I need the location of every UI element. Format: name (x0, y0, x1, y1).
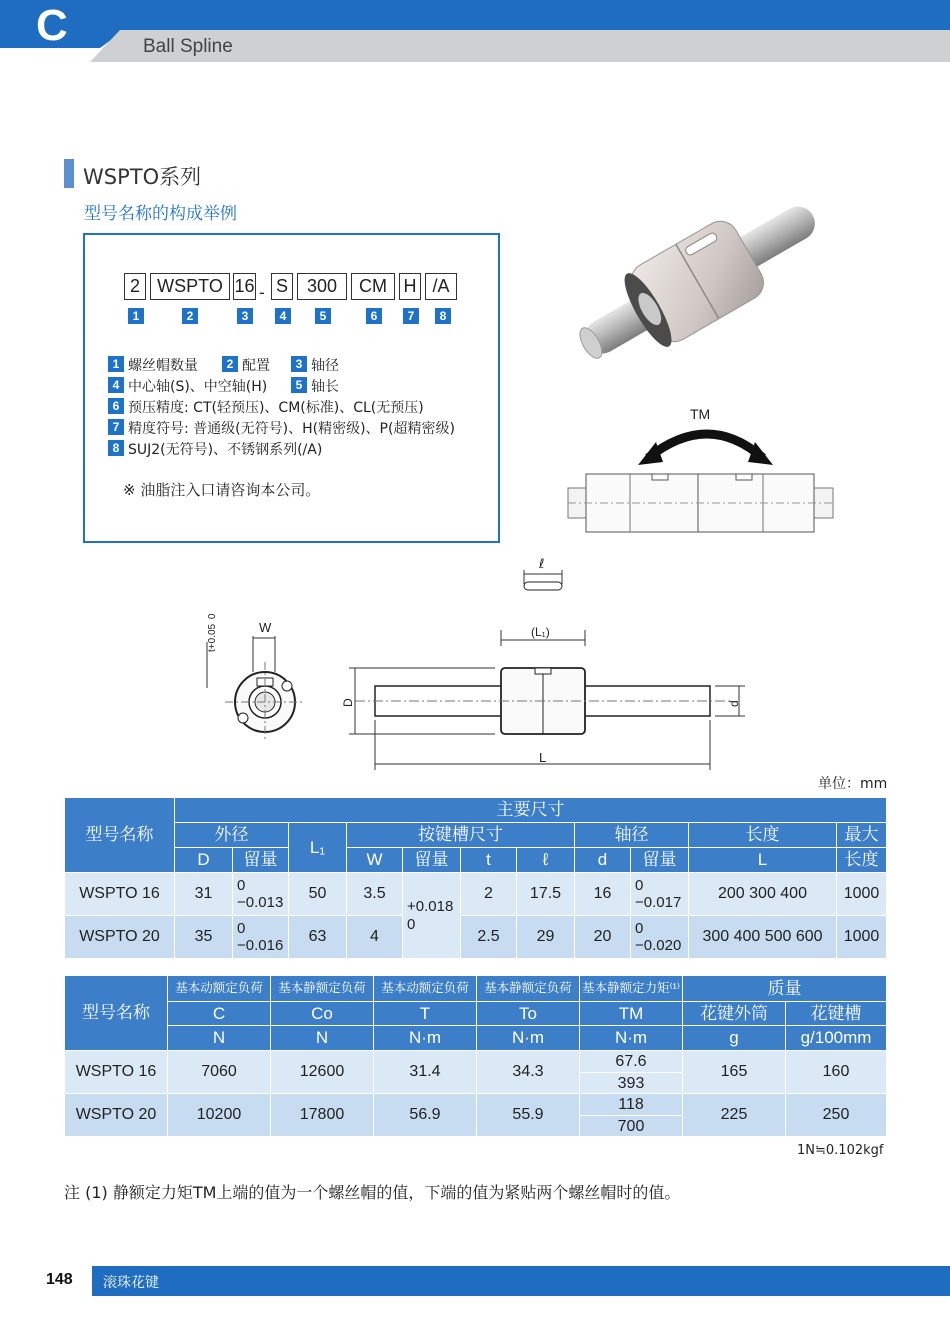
th-length: 长度 (689, 823, 837, 848)
cell-D-tol (233, 916, 289, 959)
load-rating-table (64, 975, 887, 1137)
th-length-L: L (689, 848, 837, 873)
chapter-letter: C (36, 1, 68, 50)
legend-badge-5: 5 (291, 377, 307, 393)
code-5: 300 (297, 273, 347, 300)
th-static-torque: 基本静额定负荷 (477, 976, 580, 1002)
cell-W-tol-up: +0.018 (407, 898, 454, 916)
th-nut-mass-unit: g (683, 1026, 786, 1051)
legend-1: 螺丝帽数量 (128, 358, 198, 374)
th-W: W (347, 848, 403, 873)
header-bar (0, 0, 950, 30)
l-label: L (539, 750, 547, 765)
table-row (65, 1094, 887, 1137)
cell-d-tol (631, 916, 689, 959)
th-C: C (168, 1002, 271, 1026)
th-static-load: 基本静额定负荷 (271, 976, 374, 1002)
unit-label: 单位：mm (818, 776, 888, 792)
cell-model: WSPTO 16 (65, 1051, 168, 1094)
legend-2: 配置 (242, 358, 270, 374)
th-l1: L₁ (289, 823, 347, 873)
th-shaft-mass: 花键槽 (786, 1002, 887, 1026)
cell-d-tol (631, 873, 689, 916)
th-keyway: 按键槽尺寸 (347, 823, 575, 848)
table-row (65, 1051, 887, 1094)
th-shaft-dia: 轴径 (575, 823, 689, 848)
th-TM: TM (580, 1002, 683, 1026)
cell-TM (580, 1094, 683, 1137)
th-dyn-load: 基本动额定负荷 (168, 976, 271, 1002)
d-small-label: d (727, 700, 741, 707)
torque-label: TM (690, 406, 711, 422)
cell-nut-mass: 225 (683, 1094, 786, 1137)
section-marker (64, 159, 74, 188)
badge-7: 7 (403, 308, 419, 324)
code-1: 2 (124, 273, 146, 300)
th-t: t (461, 848, 517, 873)
cell-W-tol-lo: 0 (407, 915, 416, 933)
cell-C: 10200 (168, 1094, 271, 1137)
cell-length: 300 400 500 600 (689, 916, 837, 959)
legend-5: 轴长 (311, 379, 339, 395)
cell-maxlen: 1000 (837, 916, 887, 959)
cell-d-tol-up: 0 (635, 919, 644, 937)
cell-model: WSPTO 20 (65, 916, 175, 959)
legend-badge-6: 6 (108, 398, 124, 414)
cell-t: 2.5 (461, 916, 517, 959)
th-C-unit: N (168, 1026, 271, 1051)
code-3: 16 (233, 273, 256, 300)
table-row (65, 873, 887, 916)
cell-model: WSPTO 16 (65, 873, 175, 916)
badge-6: 6 (366, 308, 382, 324)
section-subtitle: 型号名称的构成举例 (84, 204, 237, 224)
th-dyn-torque: 基本动额定负荷 (374, 976, 477, 1002)
legend-badge-8: 8 (108, 440, 124, 456)
code-8: /A (425, 273, 457, 300)
th-W-tol: 留量 (403, 848, 461, 873)
legend-badge-4: 4 (108, 377, 124, 393)
th-maxlen: 最大 (837, 823, 887, 848)
cell-nut-mass: 165 (683, 1051, 786, 1094)
th-C0-unit: N (271, 1026, 374, 1051)
th-nut-mass: 花键外筒 (683, 1002, 786, 1026)
th-main-dims: 主要尺寸 (175, 798, 887, 823)
th-C0: Co (271, 1002, 374, 1026)
torque-diagram (568, 400, 838, 540)
badge-2: 2 (182, 308, 198, 324)
cell-d: 16 (575, 873, 631, 916)
cell-D-tol (233, 873, 289, 916)
badge-3: 3 (237, 308, 253, 324)
cell-D-tol-up: 0 (237, 919, 246, 937)
th-T0: To (477, 1002, 580, 1026)
cell-W-tol (403, 873, 461, 959)
cell-C: 7060 (168, 1051, 271, 1094)
legend-7: 精度符号: 普通级(无符号)、H(精密级)、P(超精密级) (128, 421, 455, 437)
th-maxlen-2: 长度 (837, 848, 887, 873)
legend-4: 中心轴(S)、中空轴(H) (128, 379, 268, 395)
footer-chapter-title: 滚珠花键 (103, 1275, 159, 1291)
code-7: H (399, 273, 421, 300)
cell-TM-double: 700 (580, 1115, 682, 1136)
cell-length: 200 300 400 (689, 873, 837, 916)
end-view-drawing (195, 613, 315, 760)
product-image (560, 185, 840, 375)
cell-C0: 12600 (271, 1051, 374, 1094)
cell-TM-single: 118 (618, 1096, 644, 1113)
code-separator: - (259, 283, 265, 302)
cell-D-tol-lo: −0.013 (237, 894, 284, 911)
cell-T0: 34.3 (477, 1051, 580, 1094)
code-4: S (271, 273, 293, 300)
th-T0-unit: N·m (477, 1026, 580, 1051)
cell-L1: 63 (289, 916, 347, 959)
cell-maxlen: 1000 (837, 873, 887, 916)
cell-ell: 29 (517, 916, 575, 959)
grease-note: ※ 油脂注入口请咨询本公司。 (123, 481, 321, 499)
cell-TM (580, 1051, 683, 1094)
cell-T: 56.9 (374, 1094, 477, 1137)
cell-L1: 50 (289, 873, 347, 916)
cell-T0: 55.9 (477, 1094, 580, 1137)
code-6: CM (351, 273, 395, 300)
th-outer-dia: 外径 (175, 823, 289, 848)
page-number: 148 (46, 1271, 73, 1288)
legend-6: 预压精度: CT(轻预压)、CM(标准)、CL(无预压) (128, 400, 424, 416)
cell-C0: 17800 (271, 1094, 374, 1137)
legend-badge-3: 3 (291, 356, 307, 372)
badge-8: 8 (435, 308, 451, 324)
legend-badge-7: 7 (108, 419, 124, 435)
th-T-unit: N·m (374, 1026, 477, 1051)
cell-ell: 17.5 (517, 873, 575, 916)
w-label: W (259, 620, 272, 635)
side-view-drawing (335, 557, 755, 770)
th-model: 型号名称 (65, 798, 175, 873)
th-TM-unit: N·m (580, 1026, 683, 1051)
cell-D: 35 (175, 916, 233, 959)
cell-t: 2 (461, 873, 517, 916)
cell-shaft-mass: 250 (786, 1094, 887, 1137)
ell-label: ℓ (539, 557, 545, 572)
cell-d-tol-up: 0 (635, 876, 644, 894)
cell-W: 4 (347, 916, 403, 959)
th-D: D (175, 848, 233, 873)
table-row (65, 916, 887, 959)
th-mass: 质量 (683, 976, 887, 1002)
th-model: 型号名称 (65, 976, 168, 1051)
cell-D: 31 (175, 873, 233, 916)
l1-label: (L₁) (531, 625, 550, 639)
cell-D-tol-lo: −0.016 (237, 937, 284, 954)
cell-TM-double: 393 (580, 1072, 682, 1093)
footnote: 注 (1) 静额定力矩TM上端的值为一个螺丝帽的值，下端的值为紧贴两个螺丝帽时的值。 (64, 1183, 681, 1202)
th-ell: ℓ (517, 848, 575, 873)
th-d: d (575, 848, 631, 873)
designation-box (83, 233, 500, 543)
legend-3: 轴径 (311, 358, 339, 374)
cell-TM-single: 67.6 (615, 1053, 647, 1070)
t-label: t+0.05 0 (207, 613, 218, 652)
badge-4: 4 (275, 308, 291, 324)
legend-badge-1: 1 (108, 356, 124, 372)
badge-5: 5 (315, 308, 331, 324)
cell-D-tol-up: 0 (237, 876, 246, 894)
section-title: WSPTO系列 (83, 165, 202, 189)
badge-1: 1 (128, 308, 144, 324)
header-title: Ball Spline (143, 36, 233, 57)
cell-shaft-mass: 160 (786, 1051, 887, 1094)
th-D-tol: 留量 (233, 848, 289, 873)
cell-T: 31.4 (374, 1051, 477, 1094)
d-big-label: D (341, 698, 355, 707)
th-static-moment: 基本静额定力矩⁽¹⁾ (580, 976, 683, 1002)
th-d-tol: 留量 (631, 848, 689, 873)
legend-badge-2: 2 (222, 356, 238, 372)
cell-d-tol-lo: −0.020 (635, 937, 682, 954)
dimension-table (64, 797, 887, 959)
unit-conversion-note: 1N≒0.102kgf (797, 1143, 884, 1158)
cell-model: WSPTO 20 (65, 1094, 168, 1137)
th-shaft-mass-unit: g/100mm (786, 1026, 887, 1051)
th-T: T (374, 1002, 477, 1026)
cell-d: 20 (575, 916, 631, 959)
code-2: WSPTO (150, 273, 230, 300)
cell-W: 3.5 (347, 873, 403, 916)
legend-8: SUJ2(无符号)、不锈钢系列(/A) (128, 442, 323, 458)
cell-d-tol-lo: −0.017 (635, 894, 682, 911)
